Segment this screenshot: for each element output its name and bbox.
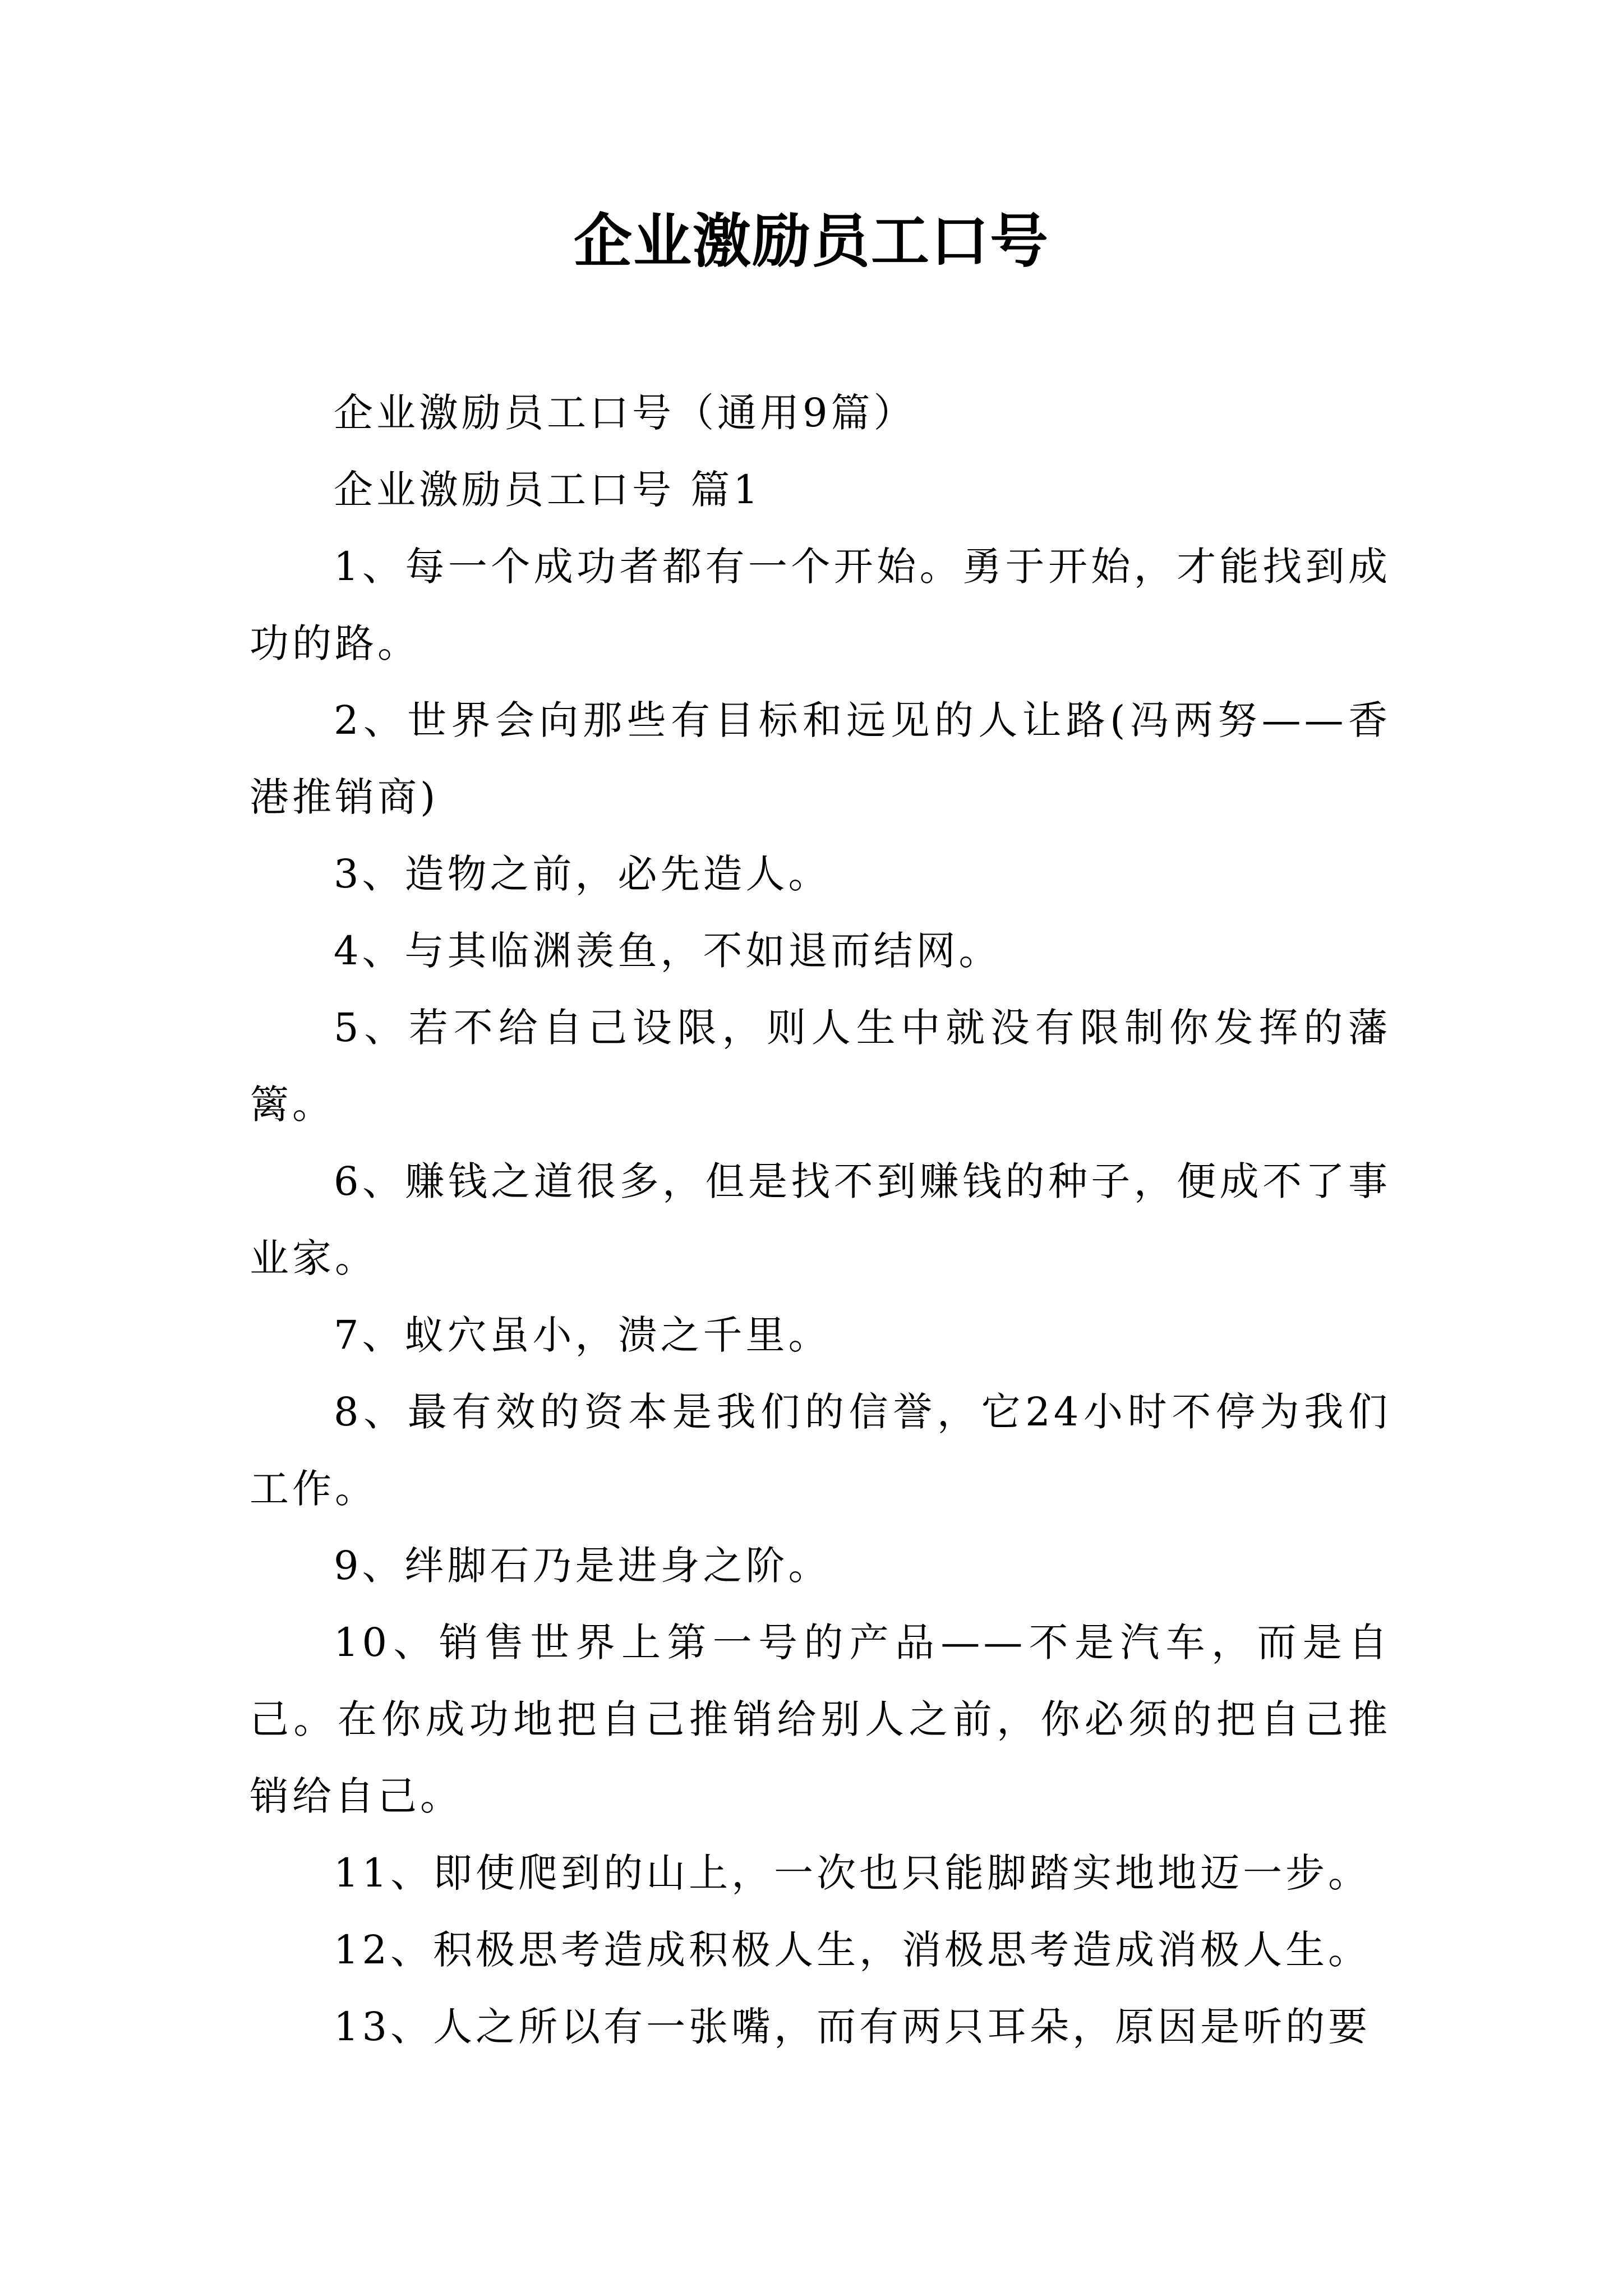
paragraph-item-8: 8、最有效的资本是我们的信誉，它24小时不停为我们工作。 xyxy=(250,1389,1391,1512)
paragraph-subtitle: 企业激励员工口号（通用9篇） xyxy=(334,390,916,436)
paragraph-item-2: 2、世界会向那些有目标和远见的人让路(冯两努——香港推销商) xyxy=(250,697,1391,820)
paragraph-item-12: 12、积极思考造成积极人生，消极思考造成消极人生。 xyxy=(334,1927,1371,1973)
paragraph-item-1: 1、每一个成功者都有一个开始。勇于开始，才能找到成功的路。 xyxy=(250,544,1391,666)
paragraph-item-3: 3、造物之前，必先造人。 xyxy=(334,851,831,897)
document-title: 企业激励员工口号 xyxy=(573,206,1049,275)
paragraph-item-11: 11、即使爬到的山上，一次也只能脚踏实地地迈一步。 xyxy=(334,1850,1371,1896)
paragraph-item-5: 5、若不给自己设限，则人生中就没有限制你发挥的藩篱。 xyxy=(250,1005,1391,1128)
document-body xyxy=(250,375,1391,2065)
paragraph-item-4: 4、与其临渊羡鱼，不如退而结网。 xyxy=(334,928,1002,974)
paragraph-item-13: 13、人之所以有一张嘴，而有两只耳朵，原因是听的要 xyxy=(334,2004,1371,2050)
paragraph-item-9: 9、绊脚石乃是进身之阶。 xyxy=(334,1543,831,1589)
paragraph-section-heading: 企业激励员工口号 篇1 xyxy=(334,467,762,513)
paragraph-item-10: 10、销售世界上第一号的产品——不是汽车，而是自己。在你成功地把自己推销给别人之前，你必须的把自己推销给自己。 xyxy=(250,1619,1391,1819)
paragraph-item-7: 7、蚁穴虽小，溃之千里。 xyxy=(334,1312,831,1358)
paragraph-item-6: 6、赚钱之道很多，但是找不到赚钱的种子，便成不了事业家。 xyxy=(250,1158,1391,1281)
